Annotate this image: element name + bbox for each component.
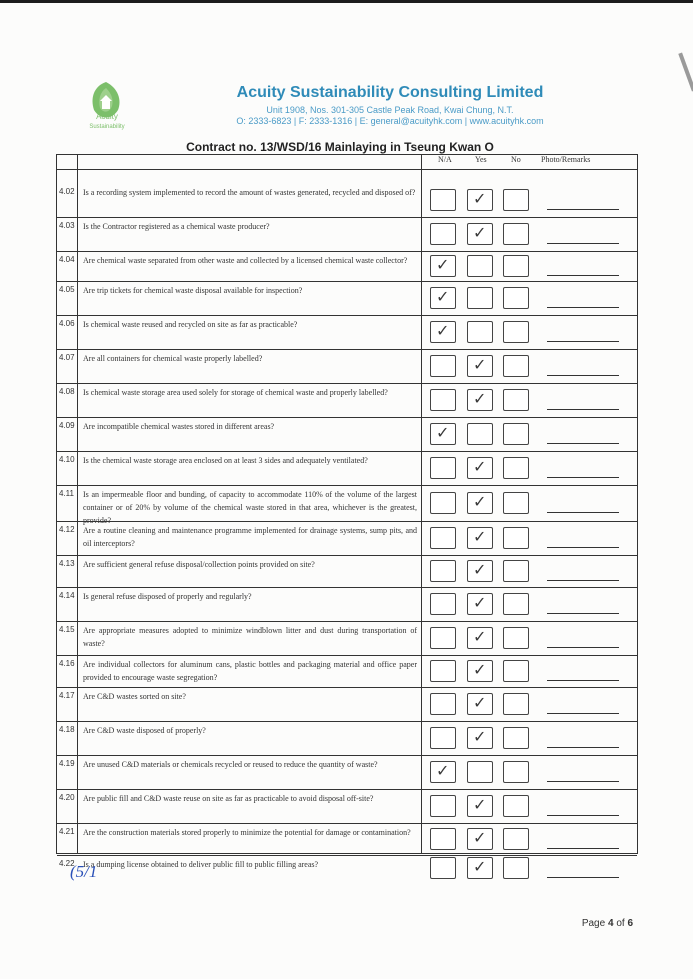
checkbox-no[interactable] [503, 223, 529, 245]
checkbox-no[interactable] [503, 660, 529, 682]
check-mark-icon: ✓ [473, 223, 487, 242]
checklist-row [57, 251, 637, 281]
checkbox-no[interactable] [503, 321, 529, 343]
check-mark-icon: ✓ [473, 727, 487, 746]
company-address: Unit 1908, Nos. 301-305 Castle Peak Road, Kwai Chung, N.T. [266, 105, 514, 115]
checkbox-no[interactable] [503, 857, 529, 879]
checkbox-no[interactable] [503, 828, 529, 850]
check-mark-icon: ✓ [436, 287, 450, 306]
row-number: 4.18 [59, 725, 75, 734]
checkbox-yes[interactable] [467, 321, 493, 343]
checkbox-na[interactable] [430, 560, 456, 582]
check-mark-icon: ✓ [473, 693, 487, 712]
checklist-row [57, 521, 637, 555]
remarks-field[interactable] [547, 375, 619, 376]
scan-top-edge [0, 0, 693, 3]
row-number: 4.19 [59, 759, 75, 768]
checkbox-no[interactable] [503, 593, 529, 615]
row-question: Is a dumping license obtained to deliver public fill to public filling areas? [83, 860, 319, 869]
row-question: Are individual collectors for aluminum cans, plastic bottles and packaging material and office paper provided to encourage waste segregation? [83, 660, 417, 682]
handwritten-page-note: (5/1 [70, 862, 98, 881]
row-number: 4.13 [59, 559, 75, 568]
checklist-row [57, 183, 637, 217]
remarks-field[interactable] [547, 307, 619, 308]
check-mark-icon: ✓ [436, 255, 450, 274]
checklist-row [57, 451, 637, 485]
check-mark-icon: ✓ [473, 492, 487, 511]
row-number: 4.09 [59, 421, 75, 430]
remarks-field[interactable] [547, 815, 619, 816]
row-number: 4.15 [59, 625, 75, 634]
row-number: 4.17 [59, 691, 75, 700]
page-label: Page [581, 918, 606, 929]
row-number: 4.22 [59, 859, 75, 868]
checkbox-no[interactable] [503, 355, 529, 377]
checklist-row [57, 315, 637, 349]
check-mark-icon: ✓ [473, 355, 487, 374]
row-question: Is an impermeable floor and bunding, of capacity to accommodate 110% of the volume of the largest container or of 20% by volume of the chemical waste stored in that area, whichever is the greatest, [83, 490, 417, 512]
row-question: Are C&D waste disposed of properly? [83, 726, 206, 735]
checkbox-yes[interactable] [467, 761, 493, 783]
page-of: of [616, 918, 625, 929]
remarks-field[interactable] [547, 613, 619, 614]
col-header-yes: Yes [475, 155, 487, 164]
checklist-row [57, 789, 637, 823]
checkbox-no[interactable] [503, 189, 529, 211]
checkbox-no[interactable] [503, 727, 529, 749]
remarks-field[interactable] [547, 680, 619, 681]
check-mark-icon: ✓ [436, 321, 450, 340]
row-question: Is the chemical waste storage area enclosed on at least 3 sides and adequately ventilated? [83, 456, 368, 465]
remarks-field[interactable] [547, 848, 619, 849]
check-mark-icon: ✓ [473, 389, 487, 408]
page-number [582, 918, 633, 929]
checkbox-no[interactable] [503, 560, 529, 582]
row-question: Are public fill and C&D waste reuse on site as far as practicable to avoid disposal off-site? [83, 794, 374, 803]
checklist-row [57, 281, 637, 315]
checkbox-na[interactable] [430, 627, 456, 649]
company-name: Acuity Sustainability Consulting Limited [236, 84, 544, 101]
checkbox-na[interactable] [430, 457, 456, 479]
row-question: Are C&D wastes sorted on site? [83, 692, 186, 701]
checklist-row [57, 349, 637, 383]
checkbox-no[interactable] [503, 627, 529, 649]
logo-text [80, 112, 134, 132]
checklist-row [57, 555, 637, 587]
row-number: 4.21 [59, 827, 75, 836]
remarks-field[interactable] [547, 209, 619, 210]
col-header-remarks: Photo/Remarks [541, 155, 591, 164]
checkbox-na[interactable] [430, 189, 456, 211]
check-mark-icon: ✓ [473, 457, 487, 476]
page-current: 4 [607, 918, 614, 929]
row-question: Are trip tickets for chemical waste disposal available for inspection? [83, 286, 303, 295]
row-question: Is a recording system implemented to record the amount of wastes generated, recycled and disposed of? [83, 188, 416, 197]
remarks-field[interactable] [547, 547, 619, 548]
row-number: 4.07 [59, 353, 75, 362]
remarks-field[interactable] [547, 877, 619, 878]
check-mark-icon: ✓ [473, 527, 487, 546]
checkbox-na[interactable] [430, 593, 456, 615]
remarks-field[interactable] [547, 781, 619, 782]
checklist-row [57, 485, 637, 521]
checkbox-no[interactable] [503, 457, 529, 479]
row-number: 4.06 [59, 319, 75, 328]
checkbox-no[interactable] [503, 527, 529, 549]
checkbox-na[interactable] [430, 828, 456, 850]
checklist-row [57, 655, 637, 687]
checkbox-yes[interactable] [467, 287, 493, 309]
checklist-row [57, 721, 637, 755]
row-question: Are the construction materials stored properly to minimize the potential for damage or contamination? [83, 828, 411, 837]
row-number: 4.03 [59, 221, 75, 230]
row-number: 4.12 [59, 525, 75, 534]
logo-text-line-1: Acuity [96, 112, 118, 121]
checkbox-na[interactable] [430, 727, 456, 749]
row-number: 4.05 [59, 285, 75, 294]
row-question: Are appropriate measures adopted to minimize windblown litter and dust during transportation of waste? [83, 626, 417, 648]
checkbox-na[interactable] [430, 857, 456, 879]
remarks-field[interactable] [547, 443, 619, 444]
checkbox-na[interactable] [430, 693, 456, 715]
scan-corner-mark [678, 53, 693, 92]
checkbox-no[interactable] [503, 795, 529, 817]
company-contact: O: 2333-6823 | F: 2333-1316 | E: general@acuityhk.com | www.acuityhk.com [236, 116, 544, 126]
remarks-field[interactable] [547, 409, 619, 410]
checklist-row [57, 823, 637, 855]
row-number: 4.16 [59, 659, 75, 668]
row-question: Are a routine cleaning and maintenance programme implemented for drainage systems, sump pits, and oil interceptors? [83, 526, 417, 548]
row-number: 4.04 [59, 255, 75, 264]
row-question: Is chemical waste storage area used solely for storage of chemical waste and properly labelled? [83, 388, 388, 397]
row-question: Is general refuse disposed of properly and regularly? [83, 592, 252, 601]
row-question: Are all containers for chemical waste properly labelled? [83, 354, 263, 363]
row-number: 4.10 [59, 455, 75, 464]
checkbox-no[interactable] [503, 255, 529, 277]
row-number: 4.14 [59, 591, 75, 600]
row-question: Is the Contractor registered as a chemical waste producer? [83, 222, 270, 231]
page-total: 6 [627, 918, 633, 929]
checkbox-na[interactable] [430, 492, 456, 514]
remarks-field[interactable] [547, 747, 619, 748]
checkbox-yes[interactable] [467, 423, 493, 445]
checkbox-na[interactable] [430, 389, 456, 411]
col-header-no: No [511, 155, 521, 164]
checkbox-no[interactable] [503, 287, 529, 309]
checkbox-no[interactable] [503, 389, 529, 411]
row-question: Is chemical waste reused and recycled on site as far as practicable? [83, 320, 298, 329]
check-mark-icon: ✓ [473, 189, 487, 208]
checkbox-no[interactable] [503, 693, 529, 715]
check-mark-icon: ✓ [473, 660, 487, 679]
checklist-row [57, 383, 637, 417]
logo-text-line-2: Sustainability [89, 124, 125, 130]
check-mark-icon: ✓ [436, 423, 450, 442]
checkbox-na[interactable] [430, 527, 456, 549]
check-mark-icon: ✓ [473, 857, 487, 876]
checkbox-na[interactable] [430, 223, 456, 245]
checklist-row [57, 417, 637, 451]
header-divider [57, 169, 637, 170]
remarks-field[interactable] [547, 341, 619, 342]
contract-title: Contract no. 13/WSD/16 Mainlaying in Tseung Kwan O [186, 140, 494, 154]
row-number: 4.08 [59, 387, 75, 396]
check-mark-icon: ✓ [473, 627, 487, 646]
row-question: Are chemical waste separated from other waste and collected by a licensed chemical waste collector? [83, 256, 408, 265]
checkbox-no[interactable] [503, 423, 529, 445]
check-mark-icon: ✓ [473, 795, 487, 814]
check-mark-icon: ✓ [473, 828, 487, 847]
row-question: Are unused C&D materials or chemicals recycled or reused to reduce the quantity of waste? [83, 760, 378, 769]
col-header-na: N/A [438, 155, 452, 164]
checklist-row [57, 687, 637, 721]
remarks-field[interactable] [547, 580, 619, 581]
checkbox-na[interactable] [430, 355, 456, 377]
row-question: Are sufficient general refuse disposal/collection points provided on site? [83, 560, 315, 569]
checkbox-no[interactable] [503, 492, 529, 514]
checklist-row [57, 587, 637, 621]
remarks-field[interactable] [547, 512, 619, 513]
remarks-field[interactable] [547, 243, 619, 244]
remarks-field[interactable] [547, 713, 619, 714]
row-number: 4.11 [59, 489, 74, 498]
remarks-field[interactable] [547, 275, 619, 276]
checklist-row [57, 755, 637, 789]
row-divider [57, 855, 637, 856]
checkbox-yes[interactable] [467, 255, 493, 277]
checkbox-na[interactable] [430, 660, 456, 682]
check-mark-icon: ✓ [473, 593, 487, 612]
row-question: Are incompatible chemical wastes stored in different areas? [83, 422, 275, 431]
row-number: 4.20 [59, 793, 75, 802]
row-number: 4.02 [59, 187, 75, 196]
checklist-row [57, 621, 637, 655]
checkbox-no[interactable] [503, 761, 529, 783]
remarks-field[interactable] [547, 477, 619, 478]
remarks-field[interactable] [547, 647, 619, 648]
check-mark-icon: ✓ [473, 560, 487, 579]
check-mark-icon: ✓ [436, 761, 450, 780]
company-header [190, 84, 590, 126]
checkbox-na[interactable] [430, 795, 456, 817]
checklist-row [57, 217, 637, 251]
